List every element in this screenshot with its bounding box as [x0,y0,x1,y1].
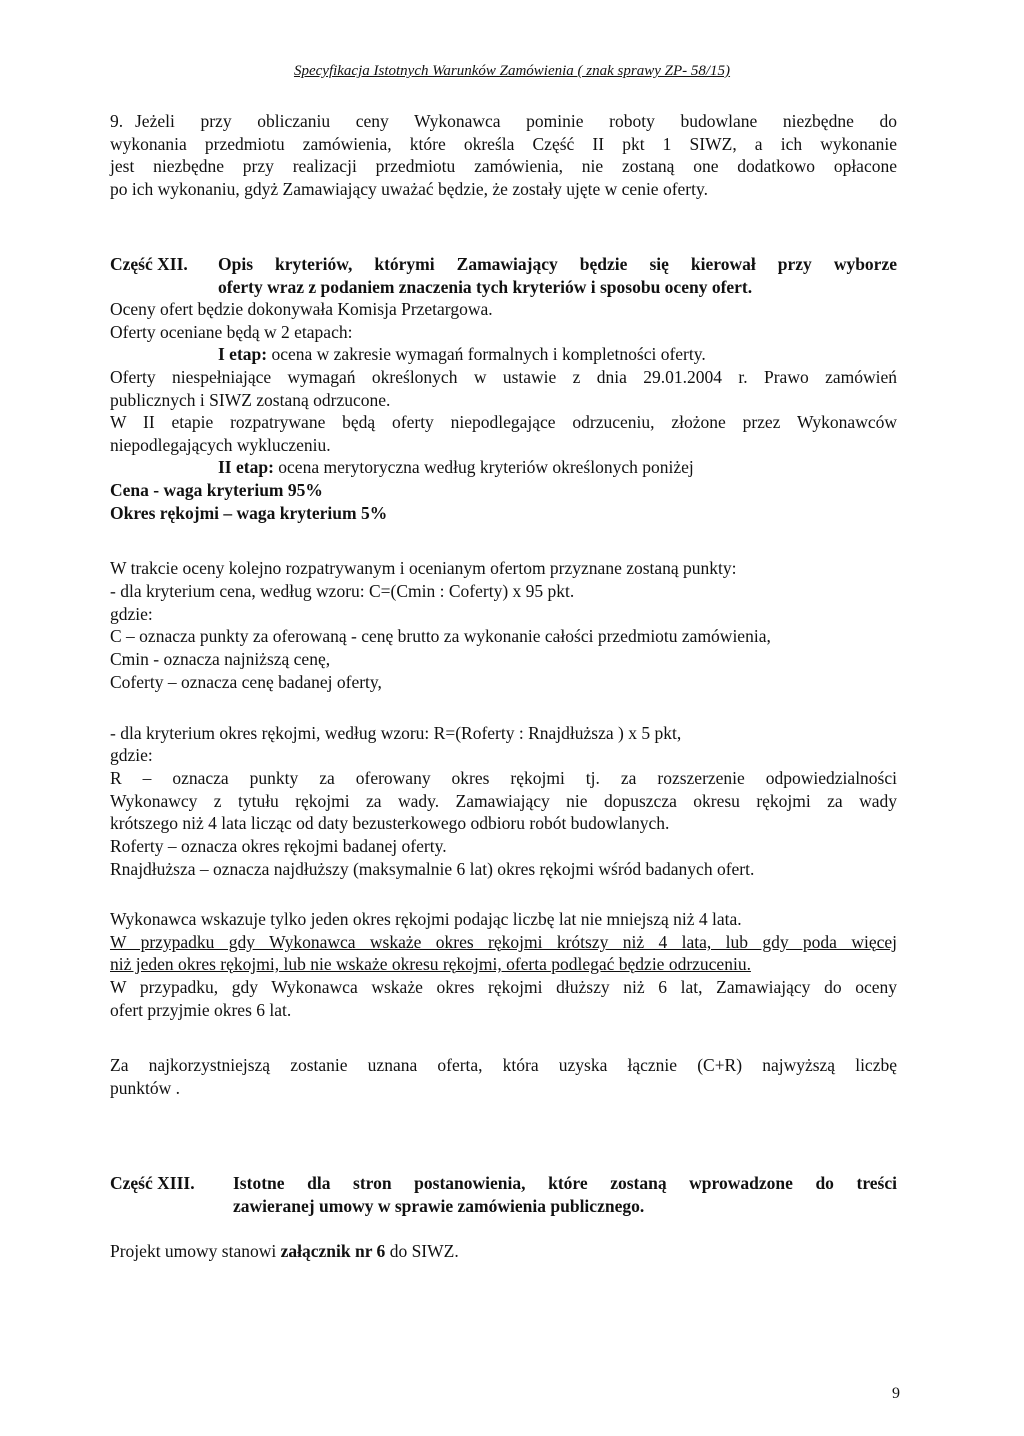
paragraph-line: Oferty oceniane będą w 2 etapach: [110,322,353,342]
paragraph-line: Jeżeli przy obliczaniu ceny Wykonawca pominie roboty budowlane niezbędne do [135,111,897,131]
paragraph-line [110,1240,459,1262]
paragraph-line: punktów . [110,1078,180,1098]
paragraph-line: Oferty niespełniające wymagań określonych w ustawie z dnia 29.01.2004 r. Prawo zamówień [110,367,897,387]
paragraph-line: W trakcie oceny kolejno rozpatrywanym i ocenianym ofertom przyznane zostaną punkty: [110,558,737,578]
stage-two [218,456,694,478]
section-title: zawieranej umowy w sprawie zamówienia publicznego. [233,1196,645,1216]
paragraph-line: W przypadku, gdy Wykonawca wskaże okres rękojmi dłuższy niż 6 lat, Zamawiający do oceny [110,977,897,997]
paragraph-line: Za najkorzystniejszą zostanie uznana oferta, która uzyska łącznie (C+R) najwyższą liczbę [110,1055,897,1075]
paragraph-line: gdzie: [110,745,153,765]
paragraph-line: Wykonawca wskazuje tylko jeden okres rękojmi podając liczbę lat nie mniejszą niż 4 lata. [110,909,742,929]
section-label: Część XIII. [110,1173,195,1193]
paragraph-line: wykonania przedmiotu zamówienia, które określa Część II pkt 1 SIWZ, a ich wykonanie [110,134,897,154]
section-title: Istotne dla stron postanowienia, które zostaną wprowadzone do treści [233,1173,897,1193]
item-number: 9. [110,111,124,131]
underlined-line: niż jeden okres rękojmi, lub nie wskaże okresu rękojmi, oferta podlegać będzie odrzuceniu. [110,954,751,974]
text-run: do SIWZ. [385,1241,459,1261]
section-label: Część XII. [110,254,188,274]
paragraph-line: Wykonawcy z tytułu rękojmi za wady. Zamawiający nie dopuszcza okresu rękojmi za wady [110,791,897,811]
stage-text: ocena merytoryczna według kryteriów określonych poniżej [273,457,694,477]
page-number: 9 [892,1385,900,1402]
paragraph-line: po ich wykonaniu, gdyż Zamawiający uważać będzie, że zostały ujęte w cenie oferty. [110,179,708,199]
criterion-price: Cena - waga kryterium 95% [110,480,323,500]
paragraph-line: W II etapie rozpatrywane będą oferty niepodlegające odrzuceniu, złożone przez Wykonawców [110,412,897,432]
paragraph-line: ofert przyjmie okres 6 lat. [110,1000,292,1020]
paragraph-line: R – oznacza punkty za oferowany okres rękojmi tj. za rozszerzenie odpowiedzialności [110,768,897,788]
paragraph-line: niepodlegających wykluczeniu. [110,435,331,455]
criterion-warranty: Okres rękojmi – waga kryterium 5% [110,503,388,523]
paragraph-line: publicznych i SIWZ zostaną odrzucone. [110,390,391,410]
paragraph-line: C – oznacza punkty za oferowaną - cenę brutto za wykonanie całości przedmiotu zamówienia, [110,626,771,646]
paragraph-line: Coferty – oznacza cenę badanej oferty, [110,672,382,692]
text-run: Projekt umowy stanowi [110,1241,281,1261]
paragraph-line: gdzie: [110,604,153,624]
formula-warranty: - dla kryterium okres rękojmi, według wzoru: R=(Roferty : Rnajdłuższa ) x 5 pkt, [110,723,682,743]
paragraph-line: jest niezbędne przy realizacji przedmiotu zamówienia, nie zostaną one dodatkowo opłacone [110,156,897,176]
attachment-ref: załącznik nr 6 [280,1241,386,1261]
section-title: Opis kryteriów, którymi Zamawiający będzie się kierował przy wyborze [218,254,897,274]
stage-text: ocena w zakresie wymagań formalnych i kompletności oferty. [267,344,706,364]
paragraph-line: krótszego niż 4 lata licząc od daty bezusterkowego odbioru robót budowlanych. [110,813,670,833]
paragraph-line: Roferty – oznacza okres rękojmi badanej oferty. [110,836,447,856]
stage-one [218,343,706,365]
paragraph-line: Cmin - oznacza najniższą cenę, [110,649,331,669]
section-title: oferty wraz z podaniem znaczenia tych kryteriów i sposobu oceny ofert. [218,277,753,297]
page-header: Specyfikacja Istotnych Warunków Zamówienia ( znak sprawy ZP- 58/15) [293,63,731,79]
stage-label: I etap: [218,344,268,364]
underlined-line: W przypadku gdy Wykonawca wskaże okres rękojmi krótszy niż 4 lata, lub gdy poda więcej [110,932,897,952]
formula-price: - dla kryterium cena, według wzoru: C=(Cmin : Coferty) x 95 pkt. [110,581,575,601]
stage-label: II etap: [218,457,274,477]
paragraph-line: Oceny ofert będzie dokonywała Komisja Przetargowa. [110,299,493,319]
paragraph-line: Rnajdłuższa – oznacza najdłuższy (maksymalnie 6 lat) okres rękojmi wśród badanych ofert. [110,859,755,879]
